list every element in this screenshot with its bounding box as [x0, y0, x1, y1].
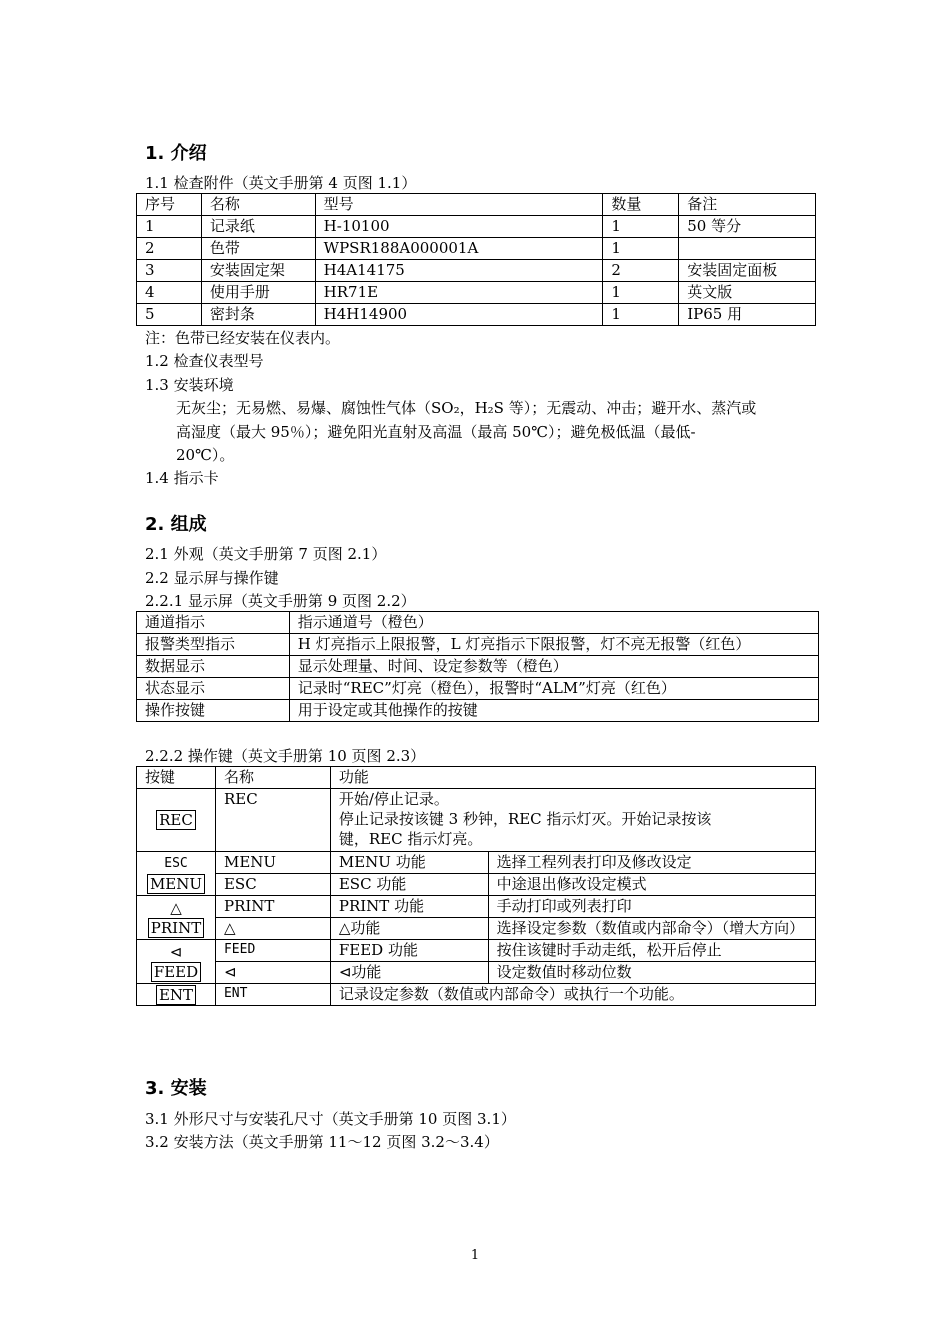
- table-cell: [137, 940, 216, 984]
- env-line-1: 无灰尘；无易燃、易爆、腐蚀性气体（SO₂，H₂S 等）；无震动、冲击；避开水、蒸汽或: [176, 399, 757, 417]
- table-cell: H-10100: [315, 216, 603, 238]
- table-cell: ⊲: [215, 962, 330, 984]
- table-cell: 操作按键: [137, 700, 290, 722]
- para-1-2: 1.2 检查仪表型号: [145, 352, 264, 370]
- para-2-2-2: 2.2.2 操作键（英文手册第 10 页图 2.3）: [145, 747, 426, 765]
- table-cell: 2: [603, 260, 679, 282]
- header-cell: 功能: [330, 767, 815, 789]
- table-cell: IP65 用: [679, 304, 816, 326]
- table-cell: HR71E: [315, 282, 603, 304]
- env-line-3: 20℃）。: [176, 446, 235, 464]
- table-cell: MENU 功能: [330, 852, 488, 874]
- table-cell: △功能: [330, 918, 488, 940]
- table-cell: PRINT: [215, 896, 330, 918]
- table-row: [137, 304, 816, 326]
- print-key: PRINT: [148, 918, 204, 938]
- table-header-row: [137, 194, 816, 216]
- table-cell: 50 等分: [679, 216, 816, 238]
- table-cell: 3: [137, 260, 202, 282]
- section-3-title: 3. 安装: [145, 1078, 207, 1099]
- table-cell: 色带: [201, 238, 315, 260]
- table-cell: H4A14175: [315, 260, 603, 282]
- table-cell: 数据显示: [137, 656, 290, 678]
- table-row: [137, 918, 816, 940]
- table-cell: 中途退出修改设定模式: [488, 874, 815, 896]
- table-cell: 选择设定参数（数值或内部命令）（增大方向）: [488, 918, 815, 940]
- table-cell: △: [215, 918, 330, 940]
- table-cell: 2: [137, 238, 202, 260]
- table-cell: [137, 896, 216, 940]
- header-cell: 序号: [137, 194, 202, 216]
- table-row: [137, 984, 816, 1006]
- table-cell: 按住该键时手动走纸，松开后停止: [488, 940, 815, 962]
- triangle-up-icon: △: [170, 898, 182, 917]
- table-cell: FEED 功能: [330, 940, 488, 962]
- table-row: [137, 260, 816, 282]
- table-cell: 安装固定面板: [679, 260, 816, 282]
- para-1-1: 1.1 检查附件（英文手册第 4 页图 1.1）: [145, 174, 417, 192]
- table-cell: 英文版: [679, 282, 816, 304]
- rec-func-line1: 开始/停止记录。: [338, 790, 449, 808]
- header-cell: 按键: [137, 767, 216, 789]
- keys-table: [136, 766, 816, 1006]
- header-cell: 型号: [315, 194, 603, 216]
- menu-key: MENU: [147, 874, 205, 894]
- table-cell: 设定数值时移动位数: [488, 962, 815, 984]
- para-1-4: 1.4 指示卡: [145, 469, 219, 487]
- rec-func-line3: 键，REC 指示灯亮。: [338, 830, 483, 848]
- table-cell: [137, 852, 216, 896]
- table-cell: 手动打印或列表打印: [488, 896, 815, 918]
- table-cell: 记录纸: [201, 216, 315, 238]
- table-cell: 选择工程列表打印及修改设定: [488, 852, 815, 874]
- table-cell: PRINT 功能: [330, 896, 488, 918]
- section-2-title: 2. 组成: [145, 514, 207, 535]
- table-cell: [679, 238, 816, 260]
- table-row: [137, 940, 816, 962]
- note: 注：色带已经安装在仪表内。: [145, 329, 341, 347]
- header-cell: 名称: [215, 767, 330, 789]
- table-cell: ESC: [215, 874, 330, 896]
- table-row: [137, 896, 816, 918]
- triangle-left-icon: ⊲: [169, 942, 183, 961]
- section-1-title: 1. 介绍: [145, 143, 207, 164]
- table-cell: WPSR188A000001A: [315, 238, 603, 260]
- rec-func-line2: 停止记录按该键 3 秒钟，REC 指示灯灭。开始记录按该: [338, 810, 712, 828]
- para-2-2-1: 2.2.1 显示屏（英文手册第 9 页图 2.2）: [145, 592, 416, 610]
- table-cell: 用于设定或其他操作的按键: [289, 700, 818, 722]
- feed-key: FEED: [151, 962, 201, 982]
- esc-label: ESC: [164, 855, 188, 871]
- table-row: [137, 634, 819, 656]
- header-cell: 备注: [679, 194, 816, 216]
- header-cell: 数量: [603, 194, 679, 216]
- table-cell: 使用手册: [201, 282, 315, 304]
- table-cell: ⊲功能: [330, 962, 488, 984]
- para-3-2: 3.2 安装方法（英文手册第 11～12 页图 3.2～3.4）: [145, 1133, 499, 1151]
- page-number: 1: [470, 1248, 480, 1263]
- table-cell: [137, 789, 216, 852]
- table-row: [137, 789, 816, 852]
- table-cell: 1: [603, 238, 679, 260]
- table-row: [137, 216, 816, 238]
- table-row: [137, 962, 816, 984]
- table-cell: 指示通道号（橙色）: [289, 612, 818, 634]
- table-cell: 5: [137, 304, 202, 326]
- table-cell: 记录设定参数（数值或内部命令）或执行一个功能。: [330, 984, 815, 1006]
- table-cell: 1: [603, 304, 679, 326]
- table-cell: 通道指示: [137, 612, 290, 634]
- header-cell: 名称: [201, 194, 315, 216]
- table-cell: 安装固定架: [201, 260, 315, 282]
- table-row: [137, 678, 819, 700]
- para-1-3: 1.3 安装环境: [145, 376, 234, 394]
- para-2-1: 2.1 外观（英文手册第 7 页图 2.1）: [145, 545, 387, 563]
- accessories-table: [136, 193, 816, 326]
- table-row: [137, 852, 816, 874]
- table-cell: H4H14900: [315, 304, 603, 326]
- table-cell: ESC 功能: [330, 874, 488, 896]
- env-line-2: 高湿度（最大 95％）；避免阳光直射及高温（最高 50℃）；避免极低温（最低-: [176, 423, 696, 441]
- table-row: [137, 700, 819, 722]
- table-cell: REC: [215, 789, 330, 852]
- table-cell: [330, 789, 815, 852]
- table-cell: ENT: [215, 984, 330, 1006]
- rec-key: REC: [156, 810, 196, 830]
- table-row: [137, 612, 819, 634]
- table-cell: 显示处理量、时间、设定参数等（橙色）: [289, 656, 818, 678]
- table-row: [137, 238, 816, 260]
- table-cell: 1: [603, 282, 679, 304]
- table-cell: 密封条: [201, 304, 315, 326]
- table-cell: 报警类型指示: [137, 634, 290, 656]
- table-cell: 记录时“REC”灯亮（橙色），报警时“ALM”灯亮（红色）: [289, 678, 818, 700]
- table-row: [137, 656, 819, 678]
- para-2-2: 2.2 显示屏与操作键: [145, 569, 279, 587]
- table-row: [137, 282, 816, 304]
- ent-key: ENT: [156, 985, 196, 1005]
- table-cell: 1: [603, 216, 679, 238]
- table-cell: 4: [137, 282, 202, 304]
- para-3-1: 3.1 外形尺寸与安装孔尺寸（英文手册第 10 页图 3.1）: [145, 1110, 516, 1128]
- display-table: [136, 611, 819, 722]
- table-cell: MENU: [215, 852, 330, 874]
- table-row: [137, 874, 816, 896]
- table-cell: 状态显示: [137, 678, 290, 700]
- table-header-row: [137, 767, 816, 789]
- table-cell: FEED: [215, 940, 330, 962]
- table-cell: H 灯亮指示上限报警，L 灯亮指示下限报警，灯不亮无报警（红色）: [289, 634, 818, 656]
- table-cell: 1: [137, 216, 202, 238]
- table-cell: [137, 984, 216, 1006]
